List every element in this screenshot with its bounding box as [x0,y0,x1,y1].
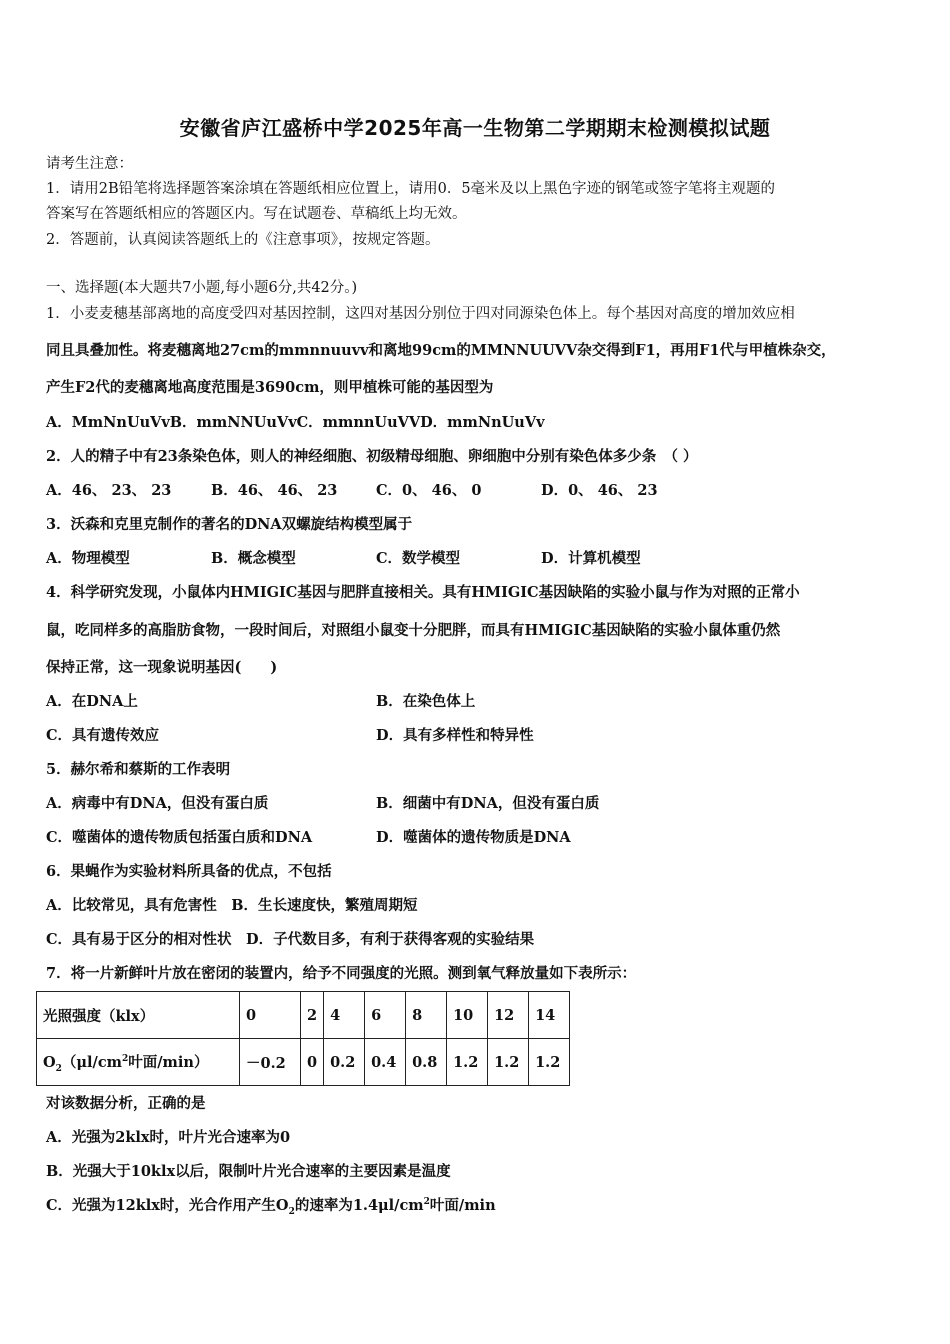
option-text: 的速率为1.4μl/cm [294,1197,424,1214]
q3-option-d: D．计算机模型 [541,550,641,567]
q7-follow: 对该数据分析，正确的是 [46,1095,206,1112]
q4-stem-line-1: 4．科学研究发现，小鼠体内HMIGIC基因与肥胖直接相关。具有HMIGIC基因缺陷的实验小鼠与作为对照的正常小 [46,584,800,601]
table-cell: －0.2 [240,1039,301,1086]
q5-option-c: C．噬菌体的遗传物质包括蛋白质和DNA [46,829,313,846]
notice-line-1: 1．请用2B铅笔将选择题答案涂填在答题纸相应位置上，请用0．5毫米及以上黑色字迹的钢笔或签字笔将主观题的 [46,181,776,197]
section-heading: 一、选择题(本大题共7小题,每小题6分,共42分。) [46,280,358,296]
table-cell: 1.2 [488,1039,529,1086]
q3-stem: 3．沃森和克里克制作的著名的DNA双螺旋结构模型属于 [46,516,413,533]
table-cell: 4 [324,992,365,1039]
q2-option-d: D．0、 46、 23 [541,482,658,499]
q4-option-a: A．在DNA上 [46,693,138,710]
q3-option-a: A．物理模型 [46,550,130,567]
table-cell: 1.2 [529,1039,570,1086]
table-cell: 0.4 [365,1039,406,1086]
q4-option-c: C．具有遗传效应 [46,727,160,744]
q2-option-b: B．46、 46、 23 [211,482,338,499]
subscript: 2 [288,1206,295,1217]
q1-options: A．MmNnUuVvB．mmNNUuVvC．mmnnUuVVD．mmNnUuVv [46,414,545,431]
page-title: 安徽省庐江盛桥中学2025年高一生物第二学期期末检测模拟试题 [179,116,771,140]
q1-stem-line-3: 产生F2代的麦穗离地高度范围是3690cm，则甲植株可能的基因型为 [46,379,494,396]
option-text: 叶面/min [429,1197,496,1214]
table-cell: 6 [365,992,406,1039]
q5-option-b: B．细菌中有DNA，但没有蛋白质 [376,795,600,812]
q4-option-b: B．在染色体上 [376,693,476,710]
table-cell: 10 [447,992,488,1039]
table-cell: 2 [301,992,324,1039]
notice-line-2: 答案写在答题纸相应的答题区内。写在试题卷、草稿纸上均无效。 [46,206,467,222]
light-oxygen-table [36,991,570,1086]
q7-option-c [46,1194,496,1217]
q7-stem: 7．将一片新鲜叶片放在密闭的装置内，给予不同强度的光照。测到氧气释放量如下表所示： [46,965,637,982]
q3-option-b: B．概念模型 [211,550,296,567]
q2-stem: 2．人的精子中有23条染色体，则人的神经细胞、初级精母细胞、卵细胞中分别有染色体多少条 （ ） [46,448,698,465]
table-cell: 0.8 [406,1039,447,1086]
superscript: 2 [423,1197,430,1208]
q6-options-ab: A．比较常见，具有危害性 B．生长速度快，繁殖周期短 [46,897,418,914]
table-row [37,992,570,1039]
o2-symbol: O [43,1053,56,1071]
table-cell: 12 [488,992,529,1039]
subscript: 2 [55,1063,62,1074]
q4-stem-line-3: 保持正常，这一现象说明基因( ) [46,659,278,676]
table-row [37,1039,570,1086]
table-cell: 0.2 [324,1039,365,1086]
q1-stem-line-1: 1．小麦麦穗基部离地的高度受四对基因控制，这四对基因分别位于四对同源染色体上。每个基因对高度的增加效应相 [46,306,795,322]
table-cell: 8 [406,992,447,1039]
q5-stem: 5．赫尔希和蔡斯的工作表明 [46,761,231,778]
q6-options-cd: C．具有易于区分的相对性状 D．子代数目多，有利于获得客观的实验结果 [46,931,535,948]
q1-stem-line-2: 同且具叠加性。将麦穗离地27cm的mmnnuuvv和离地99cm的MMNNUUVV杂交得到F1，再用F1代与甲植株杂交， [46,342,836,359]
unit-text: 叶面/min） [128,1053,209,1071]
superscript: 2 [122,1053,129,1064]
q3-option-c: C．数学模型 [376,550,461,567]
table-cell: 0 [240,992,301,1039]
notice-line-3: 2．答题前，认真阅读答题纸上的《注意事项》，按规定答题。 [46,232,440,248]
q5-option-d: D．噬菌体的遗传物质是DNA [376,829,571,846]
table-cell: 14 [529,992,570,1039]
unit-text: （μl/cm [61,1053,122,1071]
q5-option-a: A．病毒中有DNA，但没有蛋白质 [46,795,269,812]
q4-option-d: D．具有多样性和特异性 [376,727,534,744]
q2-option-a: A．46、 23、 23 [46,482,172,499]
q4-stem-line-2: 鼠，吃同样多的高脂肪食物，一段时间后，对照组小鼠变十分肥胖，而具有HMIGIC基因缺陷的实验小鼠体重仍然 [46,622,781,639]
table-row-label: 光照强度（klx） [37,992,240,1039]
q6-stem: 6．果蝇作为实验材料所具备的优点，不包括 [46,863,332,880]
q2-option-c: C．0、 46、 0 [376,482,482,499]
option-text: C．光强为12klx时，光合作用产生O [46,1197,289,1214]
table-row-label [37,1039,240,1086]
table-cell: 1.2 [447,1039,488,1086]
q7-option-b: B．光强大于10klx以后，限制叶片光合速率的主要因素是温度 [46,1163,451,1180]
table-cell: 0 [301,1039,324,1086]
q7-option-a: A．光强为2klx时，叶片光合速率为0 [46,1129,291,1146]
notice-heading: 请考生注意： [46,156,133,172]
